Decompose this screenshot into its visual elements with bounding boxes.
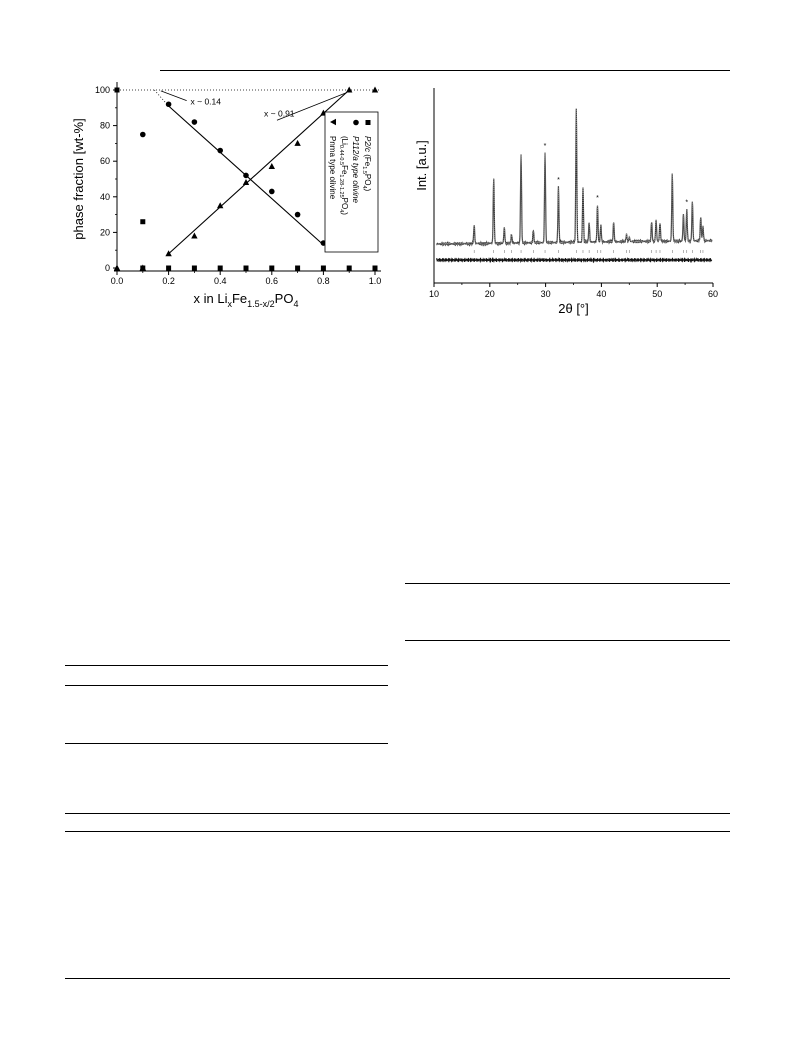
circle-point	[140, 132, 146, 138]
square-point	[244, 266, 249, 271]
impurity-star: *	[543, 143, 547, 151]
legend-label-p112a-composition: $(Li_{0.44-0.5}Fe_{1.28-1.25}PO_4)$	[338, 136, 349, 215]
x-tick-label: 0.4	[213, 276, 227, 286]
legend-label-p2c: P2/c $(Fe_{1.5}PO_4)$	[361, 136, 372, 192]
table-rule-wide-2	[65, 831, 730, 832]
y-axis-label: Int. [a.u.]	[414, 140, 429, 191]
square-point	[218, 266, 223, 271]
x-tick-label: 60	[707, 289, 719, 299]
square-point	[115, 88, 120, 93]
x-tick-label: 40	[596, 289, 607, 299]
guide-0.14	[154, 90, 168, 106]
y-tick-label: 80	[99, 120, 110, 131]
y-tick-label: 60	[99, 156, 110, 167]
legend-label-pnma: Pnma type olivine	[328, 136, 337, 200]
x-tick-label: 1.0	[368, 276, 382, 286]
triangle-point	[346, 87, 352, 93]
table-rule-left-3	[65, 743, 388, 744]
observed-pattern	[437, 109, 712, 245]
x-tick-label: 0.0	[110, 276, 124, 286]
circle-point	[295, 212, 301, 218]
x-tick-label: 30	[540, 289, 551, 299]
square-point	[192, 266, 197, 271]
y-tick-label: 40	[99, 191, 110, 202]
impurity-star: *	[557, 177, 560, 185]
square-point	[295, 266, 300, 271]
table-rule-right-bottom	[405, 640, 730, 641]
x-tick-label: 10	[428, 289, 440, 299]
triangle-point	[269, 163, 275, 169]
table-rule-wide-3	[65, 978, 730, 979]
annotation-x-014: x ~ 0.14	[190, 96, 222, 107]
x-tick-label: 0.8	[317, 276, 330, 286]
square-point	[373, 266, 378, 271]
circle-point	[192, 119, 198, 125]
y-tick-label: 0	[104, 263, 110, 273]
table-rule-left-1	[65, 665, 388, 666]
square-point	[140, 219, 145, 224]
phase-fraction-chart	[60, 72, 400, 322]
square-point	[269, 266, 274, 271]
xrd-pattern-chart	[400, 72, 740, 322]
table-rule-right-top	[405, 583, 730, 584]
x-tick-label: 0.2	[162, 276, 175, 286]
circle-point	[243, 173, 249, 179]
legend-circle-marker	[353, 120, 359, 126]
legend-label-p112a: P112/a type olivine	[351, 136, 360, 204]
x-tick-label: 0.6	[265, 276, 279, 286]
circle-point	[217, 148, 223, 154]
difference-curve	[437, 258, 712, 262]
square-point	[321, 266, 326, 271]
impurity-star: *	[596, 195, 599, 203]
table-rule-wide-1	[65, 813, 730, 814]
y-tick-label: 20	[99, 227, 110, 238]
x-tick-label: 50	[652, 289, 663, 299]
arrow-0.14	[161, 91, 187, 101]
triangle-point	[372, 87, 378, 93]
legend-square-marker	[366, 120, 371, 125]
x-axis-label: 2θ [°]	[558, 301, 589, 316]
top-rule	[160, 70, 730, 71]
x-tick-label: 20	[484, 289, 495, 299]
y-axis-label: phase fraction [wt-%]	[71, 118, 86, 240]
calculated-pattern	[437, 109, 712, 245]
x-axis-label: x in $Li_xFe_{1.5-x/2}PO_4$	[193, 291, 299, 309]
triangle-point	[294, 140, 300, 146]
triangle-point	[191, 232, 197, 238]
square-point	[347, 266, 352, 271]
square-point	[166, 266, 171, 271]
y-tick-label: 100	[94, 85, 110, 95]
annotation-x-091: x ~ 0.91	[264, 108, 295, 119]
circle-point	[269, 189, 275, 195]
impurity-star: *	[685, 199, 689, 207]
table-rule-left-2	[65, 685, 388, 686]
